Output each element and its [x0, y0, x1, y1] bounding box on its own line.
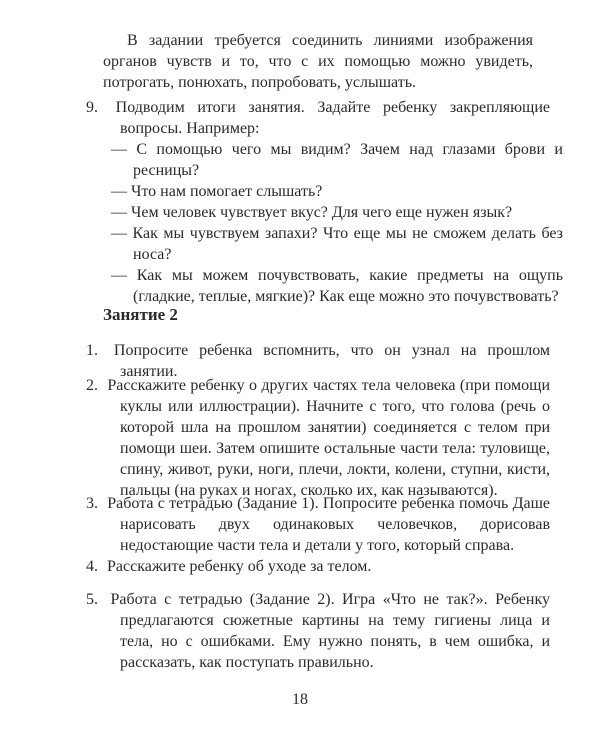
question-item: — Как мы можем почувствовать, какие предметы на ощупь (гладкие, теплые, мягкие)? Как еще можно это почувствовать? [111, 267, 563, 305]
list-item: 4. Расскажите ребенку об уходе за телом. [86, 558, 372, 575]
question-item: — Чем человек чувствует вкус? Для чего еще нужен язык? [111, 204, 513, 221]
list-item-9: 9. Подводим итоги занятия. Задайте ребенку закрепляющие вопросы. Например: [86, 99, 551, 137]
item-text: Попросите ребенка вспомнить, что он узнал на прошлом занятии. [113, 342, 551, 380]
item-text: Подводим итоги занятия. Задайте ребенку закрепляющие вопросы. Например: [115, 99, 551, 137]
question-item: — Как мы чувствуем запахи? Что еще мы не сможем делать без носа? [111, 225, 563, 263]
item-text: Работа с тетрадью (Задание 2). Игра «Что не так?». Ребенку предлагаются сюжетные картины на тему гигиены лица и тела, но с ошибками. Ему нужно понять, в чем ошибка, и рассказать, как поступать правильно. [110, 591, 550, 671]
question-item: — Что нам помогает слышать? [111, 183, 323, 200]
list-item: 3. Работа с тетрадью (Задание 1). Попросите ребенка помочь Даше нарисовать двух одинаковых человечков, дорисовав недостающие части тела и детали у того, который справа. [86, 495, 551, 554]
section-heading: Занятие 2 [103, 305, 178, 324]
list-item: 1. Попросите ребенка вспомнить, что он узнал на прошлом занятии. [86, 342, 551, 380]
list-item: 2. Расскажите ребенку о других частях тела человека (при помощи куклы или иллюстрации). Начните с того, что голова (речь о которой шла на прошлом занятии) соединяется с телом при помощи шеи. Затем опишите остальные части тела: туловище, спину, живот, руки, ноги, плечи, локти, колени, ступни, кисти, пальцы (на руках и ногах, сколько их, как называются). [86, 377, 551, 499]
page-number: 18 [292, 691, 308, 708]
item-text: Расскажите ребенку об уходе за телом. [107, 558, 372, 575]
intro-paragraph: В задании требуется соединить линиями изображения органов чувств и то, что с их помощью можно увидеть, потрогать, понюхать, попробовать, услышать. [103, 32, 533, 91]
question-item: — С помощью чего мы видим? Зачем над глазами брови и ресницы? [111, 141, 563, 179]
item-text: Работа с тетрадью (Задание 1). Попросите ребенка помочь Даше нарисовать двух одинаковых человечков, дорисовав недостающие части тела и детали у того, который справа. [107, 495, 551, 554]
item-text: Расскажите ребенку о других частях тела человека (при помощи куклы или иллюстрации). Начните с того, что голова (речь о которой шла на прошлом занятии) соединяется с телом при помощи шеи. Затем опишите остальные части тела: туловище, спину, живот, руки, ноги, плечи, локти, колени, ступни, кисти, пальцы (на руках и ногах, сколько их, как называются). [107, 377, 551, 499]
list-item: 5. Работа с тетрадью (Задание 2). Игра «Что не так?». Ребенку предлагаются сюжетные картины на тему гигиены лица и тела, но с ошибками. Ему нужно понять, в чем ошибка, и рассказать, как поступать правильно. [86, 591, 550, 671]
